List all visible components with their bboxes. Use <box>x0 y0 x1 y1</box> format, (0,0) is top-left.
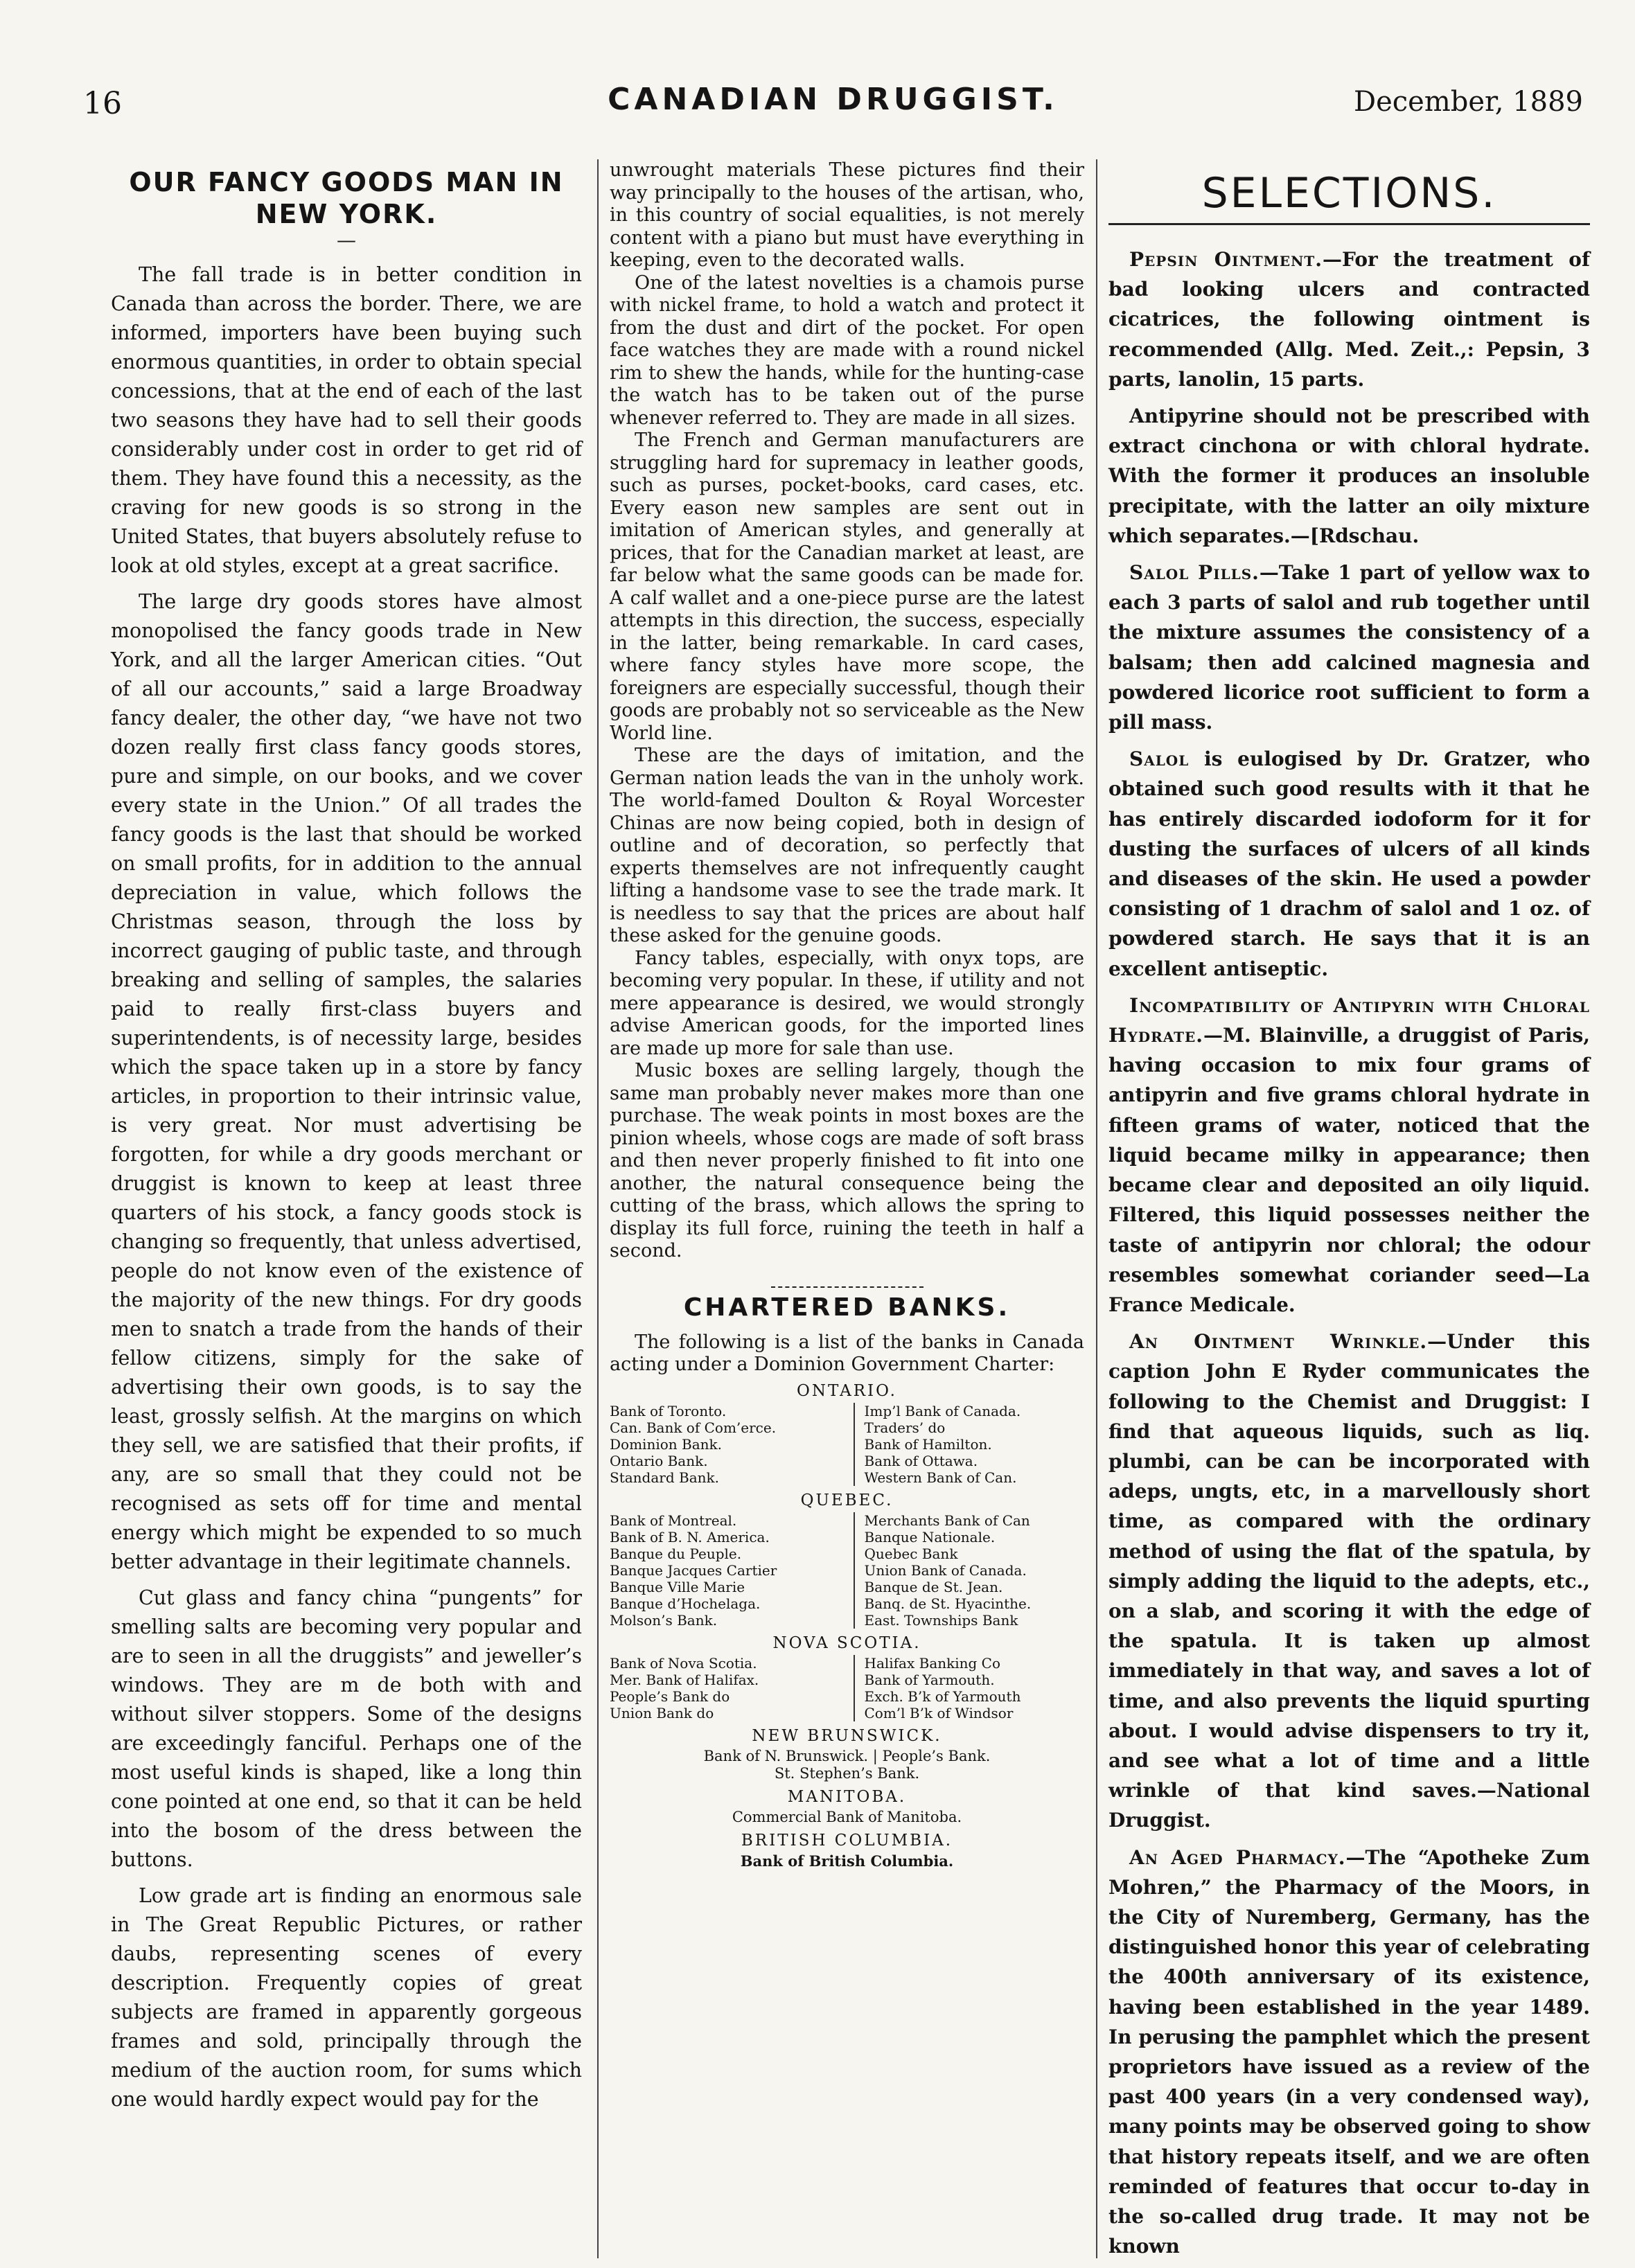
bank-entry: Dominion Bank. <box>610 1435 722 1453</box>
province-nova-scotia: NOVA SCOTIA. <box>772 1633 921 1652</box>
bank-entry: Bank of Toronto. <box>610 1402 727 1419</box>
bank-entry: Banque Jacques Cartier <box>610 1561 777 1579</box>
bank-entry: Merchants Bank of Can <box>864 1512 1030 1529</box>
bank-entry: Exch. B’k of Yarmouth <box>864 1687 1021 1705</box>
bank-entry: Bank of Yarmouth. <box>864 1671 995 1688</box>
province-quebec: QUEBEC. <box>800 1491 894 1509</box>
bank-entry: Union Bank do <box>610 1704 714 1721</box>
selection-item <box>1108 558 1590 737</box>
province-british-columbia: BRITISH COLUMBIA. <box>741 1831 953 1850</box>
page-number: 16 <box>83 86 122 121</box>
selection-text: is eulogised by Dr. Gratzer, who obtained such good results with it that he has entirely discarded iodoform for it for dusting the surfaces of ulcers of all kinds and diseases of the skin. He used a powder consisting of 1 drachm of salol and 1 oz. of powdered starch. He says that it is an excellent antiseptic. <box>1108 747 1590 980</box>
selection-lead: Salol Pills. <box>1129 561 1260 585</box>
article-paragraph: Cut glass and fancy china “pungents” for smelling salts are becoming very popular and are to seen in all the druggists” and jeweller’s windows. They are m de both with and without silver stoppers. Some of the designs are exceedingly fanciful. Perhaps one of the most useful kinds is shaped, like a long thin cone pointed at one end, so that it can be held into the bosom of the dress between the buttons. <box>111 1586 582 1871</box>
bank-entry: Ontario Bank. <box>610 1452 708 1469</box>
selection-lead: Pepsin Ointment. <box>1129 248 1323 271</box>
banks-headline: CHARTERED BANKS. <box>683 1293 1011 1322</box>
article-paragraph: Fancy tables, especially, with onyx tops, are becoming very popular. In these, if utility and not mere appearance is desired, we would strongly advise American goods, for the imported lines are made up more for sale than use. <box>610 947 1084 1059</box>
bank-entry: Banque d’Hochelaga. <box>610 1595 761 1612</box>
column-rule-left <box>597 159 599 2258</box>
bank-entry: Banq. de St. Hyacinthe. <box>864 1595 1032 1612</box>
bank-entry: Banque de St. Jean. <box>864 1578 1003 1595</box>
selection-item <box>1108 1843 1590 2262</box>
article-paragraph: These are the days of imitation, and the German nation leads the van in the unholy work. The world-famed Doulton & Royal Worcester Chinas are now being copied, both in design of outline and of decoration, so perfectly that experts themselves are not infrequently caught lifting a handsome vase to see the trade mark. It is needless to say that the prices are about half these asked for the genuine goods. <box>610 745 1084 946</box>
selection-lead: Salol <box>1129 747 1190 771</box>
headline-dash: — <box>337 229 356 251</box>
selection-text: —For the treatment of bad looking ulcers and contracted cicatrices, the following ointment is recommended (Allg. Med. Zeit.,: Pepsin, 3 parts, lanolin, 15 parts. <box>1108 248 1591 391</box>
selection-item <box>1108 245 1590 394</box>
bank-entry: Union Bank of Canada. <box>864 1561 1027 1579</box>
article-paragraph: Low grade art is finding an enormous sale in The Great Republic Pictures, or rather daubs, representing scenes of every description. Frequently copies of great subjects are framed in apparently gorgeous frames and sold, principally through the medium of the auction room, for sums which one would hardly expect would pay for the <box>111 1884 582 2111</box>
province-new-brunswick: NEW BRUNSWICK. <box>752 1726 942 1745</box>
banks-intro: The following is a list of the banks in Canada acting under a Dominion Government Charter: <box>610 1331 1084 1375</box>
article-paragraph: The fall trade is in better condition in Canada than across the border. There, we are informed, importers have been buying such enormous quantities, in order to obtain special concessions, that at the end of each of the last two seasons they have had to sell their goods considerably under cost in order to get rid of them. They have found this a necessity, as the craving for new goods is so strong in the United States, that buyers absolutely refuse to look at old styles, except at a great sacrifice. <box>111 263 582 577</box>
selection-text: —Take 1 part of yellow wax to each 3 parts of salol and rub together until the mixture assumes the consistency of a balsam; then add calcined magnesia and powdered licorice root sufficient to form a pill mass. <box>1108 561 1591 734</box>
bank-entry: Standard Bank. <box>610 1469 719 1486</box>
column-rule-right <box>1096 159 1097 2258</box>
selection-item <box>1108 744 1590 984</box>
bank-entry: Bank of Montreal. <box>610 1512 737 1529</box>
bank-entry: East. Townships Bank <box>864 1611 1018 1629</box>
province-ontario: ONTARIO. <box>797 1381 897 1400</box>
selections-column <box>1108 159 1590 2268</box>
bank-list-ontario <box>610 1403 1084 1486</box>
bank-entry: Bank of B. N. America. <box>610 1528 770 1545</box>
selection-lead: Incompatibility of Antipyrin with Chloral Hydrate. <box>1108 993 1590 1047</box>
selection-text: —M. Blainville, a druggist of Paris, having occasion to mix four grams of antipyrin and five grams chloral hydrate in fifteen grams of water, noticed that the liquid became milky in appearance; then became clear and deposited an oily liquid. Filtered, this liquid possesses neither the taste of antipyrin nor chloral; the odour resembles somewhat coriander seed—La France Medicale. <box>1108 1024 1590 1316</box>
selection-text: —Under this caption John E Ryder communicates the following to the Chemist and Druggist: I find that aqueous liquids, such as liq. plumbi, can be can be incorporated with adeps, ungts, etc, in a marvellously short time, as compared with the ordinary method of using the flat of the spatula, by simply adding the liquid to the adepts, etc., on a slab, and scoring it with the edge of the spatula. It is taken up almost immediately in that way, and saves a lot of time, and also prevents the liquid spurting about. I would advise dispensers to try it, and see what a lot of time and a little wrinkle of that kind saves.—National Druggist. <box>1108 1330 1590 1832</box>
bank-entry: Quebec Bank <box>864 1545 958 1562</box>
bank-list-quebec <box>610 1512 1084 1629</box>
selection-lead: An Aged Pharmacy. <box>1129 1845 1346 1869</box>
bank-entry: Commercial Bank of Manitoba. <box>732 1808 962 1825</box>
article-headline: OUR FANCY GOODS MAN IN NEW YORK. <box>129 167 564 229</box>
selection-item <box>1108 401 1590 551</box>
bank-entry: Bank of Nova Scotia. <box>610 1654 757 1672</box>
bank-entry: Can. Bank of Com’erce. <box>610 1419 777 1436</box>
bank-entry: Banque Nationale. <box>864 1528 996 1545</box>
bank-list-manitoba <box>610 1809 1084 1826</box>
bank-entry: Banque Ville Marie <box>610 1578 745 1595</box>
bank-entry: Mer. Bank of Halifax. <box>610 1671 759 1688</box>
bank-entry: Traders’ do <box>864 1419 946 1436</box>
article-column-continued <box>610 159 1084 1875</box>
bank-entry: Banque du Peuple. <box>610 1545 742 1562</box>
bank-entry: Com’l B’k of Windsor <box>864 1704 1014 1721</box>
province-manitoba: MANITOBA. <box>787 1787 907 1806</box>
selection-item <box>1108 991 1590 1320</box>
selection-item <box>1108 1327 1590 1835</box>
page-title: CANADIAN DRUGGIST. <box>608 82 1059 117</box>
bank-entry: St. Stephen’s Bank. <box>774 1764 920 1782</box>
article-paragraph: The large dry goods stores have almost monopolised the fancy goods trade in New York, and all the larger American cities. “Out of all our accounts,” said a large Broadway fancy dealer, the other day, “we have not two dozen really first class fancy goods stores, pure and simple, on our books, and we cover every state in the Union.” Of all trades the fancy goods is the last that should be worked on small profits, for in addition to the annual depreciation in value, which follows the Christmas season, through the loss by incorrect gauging of public taste, and through breaking and selling of samples, the salaries paid to really first-class buyers and superintendents, is of necessity large, besides which the space taken up in a store by fancy articles, in proportion to their intrinsic value, is very great. Nor must advertising be forgotten, for while a dry goods merchant or druggist is known to keep at least three quarters of his stock, a fancy goods stock is changing so frequently, that unless advertised, people do not know even of the existence of the majority of the new things. For dry goods men to snatch a trade from the hands of their fellow citizens, simply for the sake of advertising their own goods, is to say the least, grossly selfish. At the margins on which they sell, we are satisfied that their profits, if any, are so small that they could not be recognised as sets off for time and mental energy which might be expended to so much better advantage in their legitimate channels. <box>111 590 582 1573</box>
selection-text: Antipyrine should not be prescribed with extract cinchona or with chloral hydrate. With the former it produces an insoluble precipitate, with the latter an oily mixture which separates.—[Rdschau. <box>1108 405 1590 547</box>
page-date: December, 1889 <box>1354 86 1583 118</box>
page-header <box>83 82 1583 130</box>
selection-lead: An Ointment Wrinkle. <box>1129 1330 1428 1354</box>
bank-entry: Western Bank of Can. <box>864 1469 1017 1486</box>
bank-entry: People’s Bank do <box>610 1687 730 1705</box>
bank-entry: Bank of British Columbia. <box>740 1852 954 1870</box>
bank-entry: Halifax Banking Co <box>864 1654 1001 1672</box>
bank-list-british-columbia <box>610 1852 1084 1870</box>
article-column-fancy-goods <box>111 159 582 2121</box>
bank-entry: Bank of N. Brunswick. | People’s Bank. <box>703 1747 991 1764</box>
bank-list-nova-scotia <box>610 1655 1084 1721</box>
article-paragraph: Music boxes are selling largely, though the same man probably never makes more than one purchase. The weak points in most boxes are the pinion wheels, whose cogs are made of soft brass and then never properly finished to fit into one another, the natural consequence being the cutting of the brass, which allows the spring to display its full force, ruining the teeth in half a second. <box>610 1060 1084 1261</box>
article-paragraph: unwrought materials These pictures find their way principally to the houses of the artisan, who, in this country of social equalities, is not merely content with a piano but must have everything in keeping, even to the decorated walls. <box>610 159 1084 271</box>
bank-entry: Molson’s Bank. <box>610 1611 718 1629</box>
bank-entry: Bank of Ottawa. <box>864 1452 978 1469</box>
article-paragraph: The French and German manufacturers are struggling hard for supremacy in leather goods, such as purses, pocket-books, card cases, etc. Every eason new samples are sent out in imitation of American styles, and generally at prices, that for the Canadian market at least, are far below what the same goods can be made for. A calf wallet and a one-piece purse are the latest attempts in this direction, the success, especially in the latter, being remarkable. In card cases, where fancy styles have more scope, the foreigners are especially successful, though their goods are probably not so serviceable as the New World line. <box>610 429 1084 744</box>
bank-entry: Bank of Hamilton. <box>864 1435 992 1453</box>
section-separator <box>771 1286 923 1288</box>
selections-rule <box>1108 223 1590 225</box>
bank-list-new-brunswick <box>610 1748 1084 1782</box>
selections-headline: SELECTIONS. <box>1201 169 1497 218</box>
selection-text: —The “Apotheke Zum Mohren,” the Pharmacy of the Moors, in the City of Nuremberg, Germany, has the distinguished honor this year of celebrating the 400th anniversary of its existence, having been established in the year 1489. In perusing the pamphlet which the present proprietors have issued as a review of the past 400 years (in a very condensed way), many points may be observed going to show that history repeats itself, and we are often reminded of features that occur to-day in the so-called drug trade. It may not be known <box>1108 1845 1590 2258</box>
bank-entry: Imp’l Bank of Canada. <box>864 1402 1021 1419</box>
article-paragraph: One of the latest novelties is a chamois purse with nickel frame, to hold a watch and protect it from the dust and dirt of the pocket. For open face watches they are made with a round nickel rim to shew the hands, while for the hunting-case the watch has to be taken out of the purse whenever referred to. They are made in all sizes. <box>610 272 1084 429</box>
